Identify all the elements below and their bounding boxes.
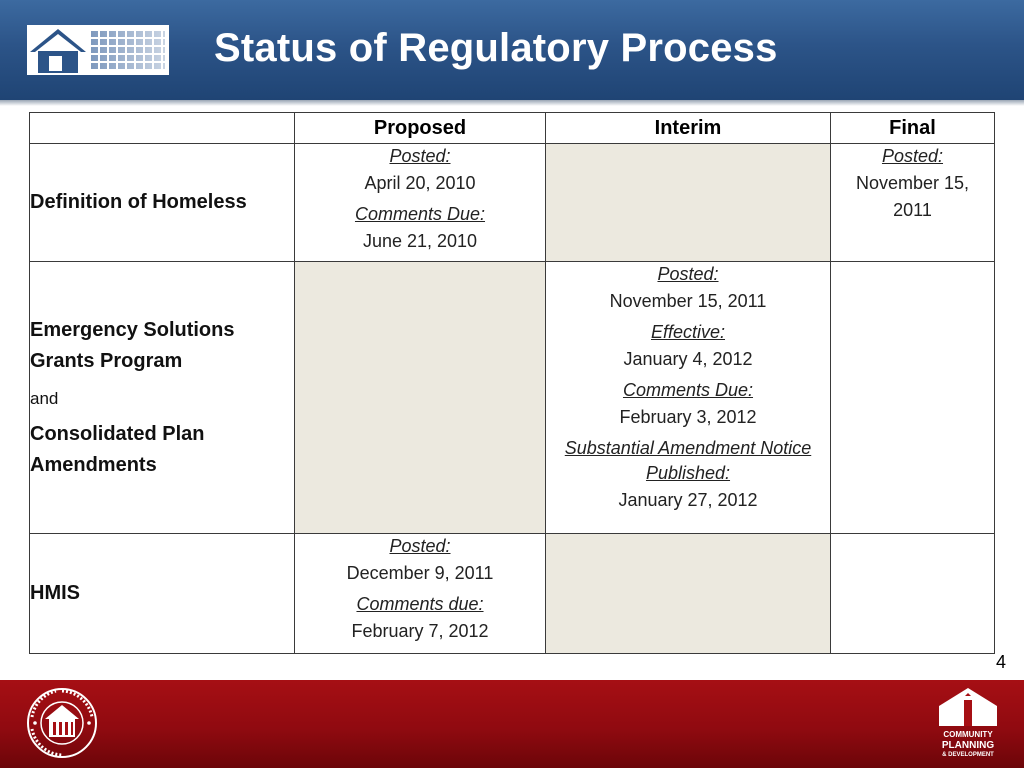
comments-label: Comments Due: bbox=[622, 380, 754, 401]
column-header-empty bbox=[30, 113, 295, 144]
status-table bbox=[29, 112, 995, 654]
cpd-line-2: PLANNING bbox=[941, 740, 995, 751]
posted-label: Posted: bbox=[389, 535, 451, 556]
table-row-hmis bbox=[30, 533, 995, 653]
effective-label: Effective: bbox=[650, 322, 726, 343]
cell-proposed-empty bbox=[295, 262, 546, 534]
hud-seal-icon bbox=[26, 687, 98, 759]
posted-label: Posted: bbox=[389, 146, 451, 167]
published-date: January 27, 2012 bbox=[618, 490, 758, 511]
row-label-line: Emergency Solutions bbox=[30, 318, 235, 341]
cell-final-empty bbox=[831, 262, 995, 534]
page-title: Status of Regulatory Process bbox=[214, 26, 778, 70]
posted-label: Posted: bbox=[657, 264, 719, 285]
posted-label: Posted: bbox=[881, 146, 944, 167]
cpd-logo-icon bbox=[935, 686, 1001, 762]
table-row-emergency-solutions bbox=[30, 262, 995, 534]
row-label-line: Grants Program bbox=[30, 349, 183, 372]
column-header-proposed: Proposed bbox=[295, 113, 546, 144]
logo-grid-pattern bbox=[89, 31, 165, 71]
page-number: 4 bbox=[996, 652, 1007, 672]
comments-label: Comments due: bbox=[356, 593, 484, 614]
cell-proposed bbox=[295, 533, 546, 653]
table-row-definition-homeless bbox=[30, 144, 995, 262]
cell-interim-empty bbox=[546, 144, 831, 262]
table-header-row bbox=[30, 113, 995, 144]
comments-date: February 3, 2012 bbox=[619, 407, 757, 428]
posted-date: November 15, 2011 bbox=[609, 291, 767, 312]
row-label-text: HMIS bbox=[30, 581, 80, 604]
row-label-line: Consolidated Plan bbox=[30, 422, 205, 445]
header-divider bbox=[0, 100, 1024, 106]
row-label-connector: and bbox=[30, 388, 59, 408]
posted-date: December 9, 2011 bbox=[346, 562, 494, 583]
cpd-line-1: COMMUNITY bbox=[943, 730, 993, 739]
row-label-emergency-solutions bbox=[30, 262, 295, 534]
published-label: Published: bbox=[645, 463, 731, 484]
comments-date: February 7, 2012 bbox=[351, 620, 489, 641]
effective-date: January 4, 2012 bbox=[623, 349, 753, 370]
comments-label: Comments Due: bbox=[354, 204, 486, 225]
posted-date-line2: 2011 bbox=[893, 200, 932, 221]
cell-interim-empty bbox=[546, 533, 831, 653]
cpd-line-3: & DEVELOPMENT bbox=[942, 752, 994, 758]
comments-date: June 21, 2010 bbox=[362, 231, 478, 252]
cell-interim bbox=[546, 262, 831, 534]
row-label-definition-homeless bbox=[30, 144, 295, 262]
posted-date-line1: November 15, bbox=[855, 173, 970, 194]
posted-date: April 20, 2010 bbox=[364, 173, 476, 194]
footer-banner bbox=[0, 680, 1024, 768]
column-header-final: Final bbox=[831, 113, 995, 144]
column-header-interim: Interim bbox=[546, 113, 831, 144]
row-label-text: Definition of Homeless bbox=[30, 191, 247, 214]
row-label-line: Amendments bbox=[30, 453, 157, 476]
cell-final bbox=[831, 144, 995, 262]
house-logo-icon bbox=[27, 25, 169, 75]
cell-proposed bbox=[295, 144, 546, 262]
notice-label: Substantial Amendment Notice bbox=[564, 438, 812, 459]
row-label-hmis bbox=[30, 533, 295, 653]
cell-final-empty bbox=[831, 533, 995, 653]
